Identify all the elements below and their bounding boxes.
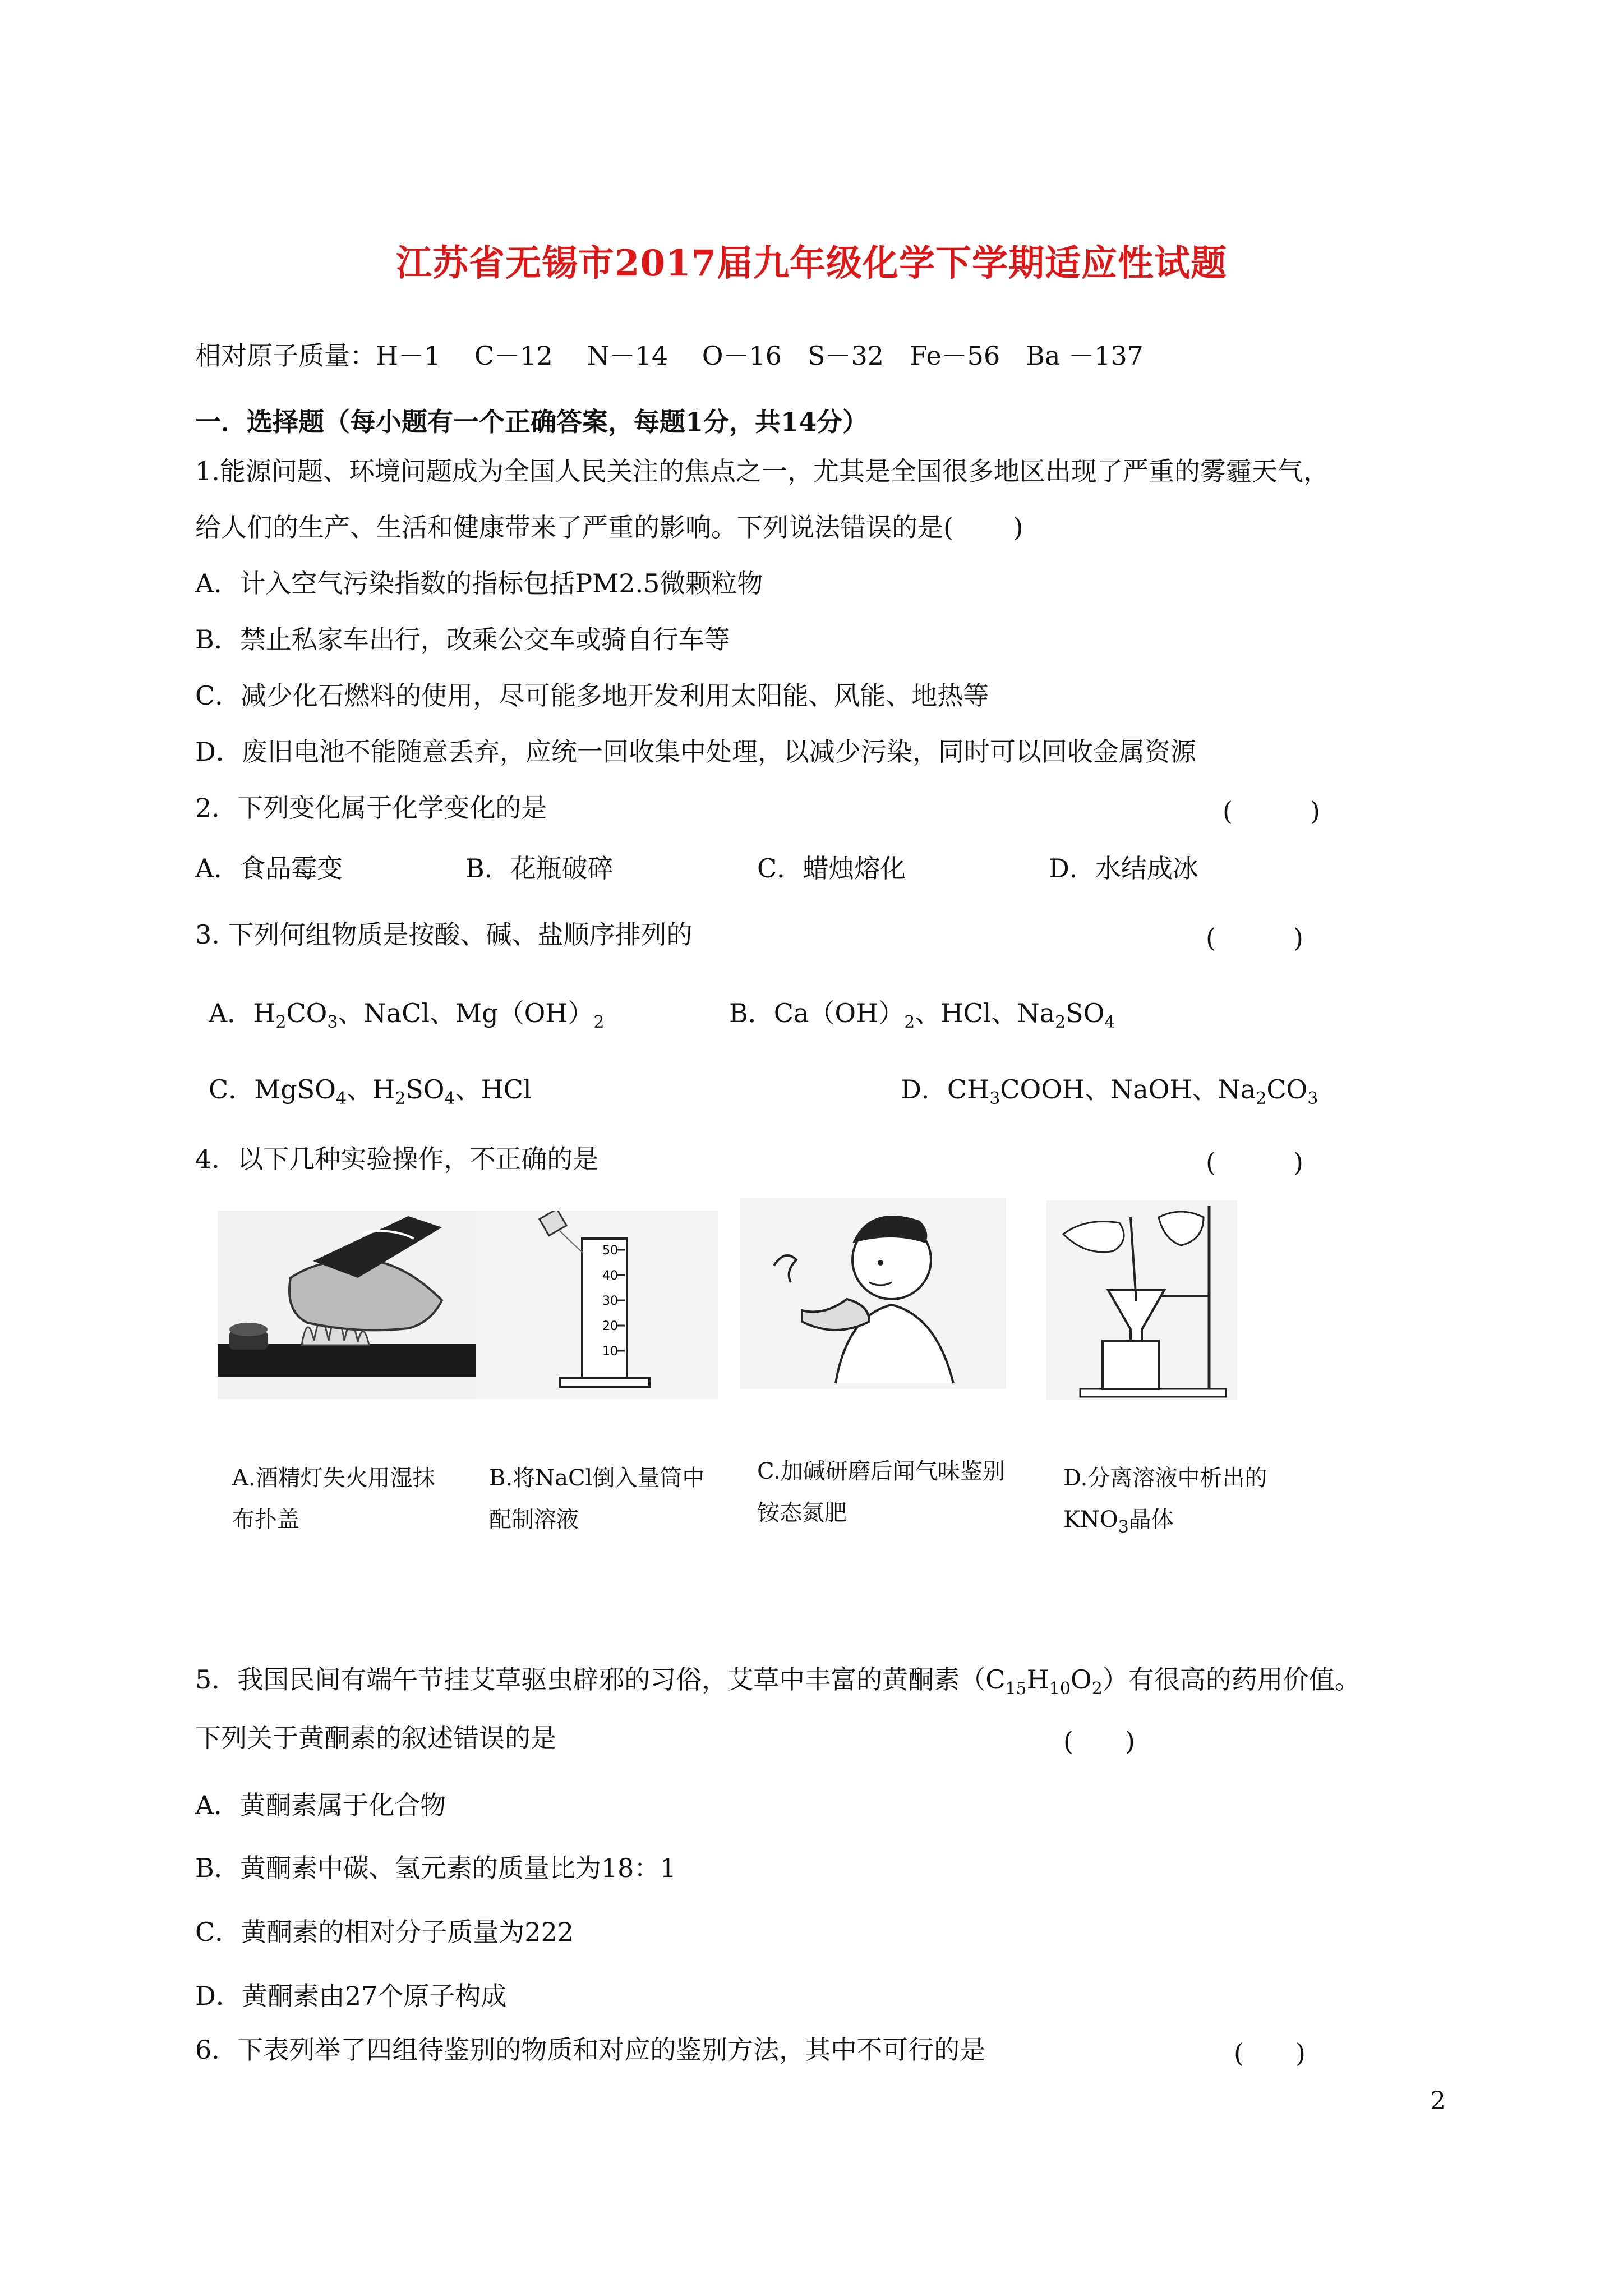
q1-option-b: B．禁止私家车出行，改乘公交车或骑自行车等 [195,624,730,655]
figure-d-filtration [1046,1200,1237,1400]
q2-option-a: A．食品霉变 [195,853,343,884]
cylinder-tick-label: 10 [602,1345,618,1359]
q4-stem: 4．以下几种实验操作，不正确的是 [195,1144,599,1174]
q1-option-a: A．计入空气污染指数的指标包括PM2.5微颗粒物 [195,568,763,599]
figure-c-smelling-mortar [740,1198,1006,1389]
q2-stem: 2．下列变化属于化学变化的是 [195,793,547,823]
page-title: 江苏省无锡市2017届九年级化学下学期适应性试题 [395,242,1228,284]
q3-option-c: C．MgSO$_4$、$H_2SO_4$、HCl [209,1074,532,1108]
q2-answer-bracket: ( ) [1223,796,1320,826]
q3-option-b: B．$Ca(OH)_2$、HCl、$Na_2SO_4$ [729,998,1115,1032]
q5-option-d: D．黄酮素由27个原子构成 [195,1981,507,2011]
q5-answer-bracket: ( ) [1063,1726,1135,1756]
q5-option-b: B．黄酮素中碳、氢元素的质量比为18：1 [195,1853,676,1883]
q5-option-a: A．黄酮素属于化合物 [195,1790,446,1820]
cylinder-tick-label: 40 [602,1269,618,1283]
q5-stem-line1: 5．我国民间有端午节挂艾草驱虫辟邪的习俗，艾草中丰富的黄酮素$(C_{15}H_{10}O_2)$有很高的药用价值。 [195,1664,1361,1699]
q6-answer-bracket: ( ) [1234,2038,1306,2068]
cylinder-tick-label: 30 [602,1294,618,1308]
q1-option-d: D．废旧电池不能随意丢弃，应统一回收集中处理，以减少污染，同时可以回收金属资源 [195,737,1196,767]
section-heading: 一．选择题（每小题有一个正确答案，每题1分，共14分） [195,407,869,437]
caption-a: A.酒精灯失火用湿抹布扑盖 [232,1465,435,1533]
q1-stem-line2: 给人们的生产、生活和健康带来了严重的影响。下列说法错误的是( ) [195,512,1023,542]
q6-stem: 6．下表列举了四组待鉴别的物质和对应的鉴别方法，其中不可行的是 [195,2035,986,2065]
q3-option-d: D．$CH_3COOH$、NaOH、$Na_2CO_3$ [901,1074,1318,1108]
caption-b: B.将NaCl倒入量筒中配制溶液 [489,1465,705,1533]
q1-option-c: C．减少化石燃料的使用，尽可能多地开发利用太阳能、风能、地热等 [195,680,989,711]
q3-stem: 3. 下列何组物质是按酸、碱、盐顺序排列的 [195,919,693,950]
q2-option-c: C．蜡烛熔化 [757,853,906,884]
figure-b-graduated-cylinder [476,1211,718,1399]
q5-stem-line2: 下列关于黄酮素的叙述错误的是 [195,1723,556,1753]
atomic-mass-line: 相对原子质量：H－1 C－12 N－14 O－16 S－32 Fe－56 Ba －137 [195,341,1144,371]
q2-option-d: D．水结成冰 [1049,853,1198,884]
q1-stem-line1: 1.能源问题、环境问题成为全国人民关注的焦点之一，尤其是全国很多地区出现了严重的雾霾天气， [195,456,1329,486]
cylinder-tick-label: 20 [602,1319,618,1333]
caption-d: D.分离溶液中析出的$KNO_3$晶体 [1063,1465,1267,1537]
q3-answer-bracket: ( ) [1206,923,1303,953]
q5-option-c: C．黄酮素的相对分子质量为222 [195,1917,574,1947]
figure-a-alcohol-lamp [218,1211,476,1399]
q3-option-a: A．$H_2CO_3$、NaCl、$Mg(OH)_2$ [209,998,605,1032]
caption-c: C.加碱研磨后闻气味鉴别铵态氮肥 [757,1458,1005,1526]
q4-answer-bracket: ( ) [1206,1147,1303,1177]
q2-option-b: B．花瓶破碎 [465,853,614,884]
cylinder-tick-label: 50 [602,1244,618,1258]
page-number: 2 [1430,2087,1446,2115]
